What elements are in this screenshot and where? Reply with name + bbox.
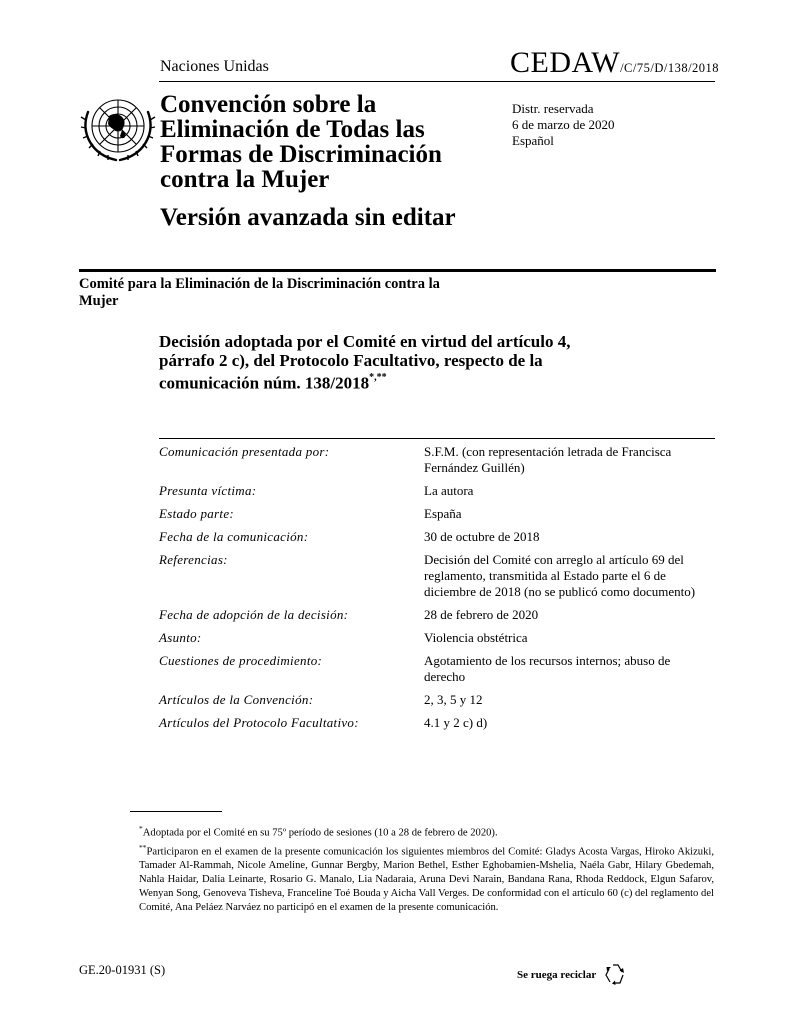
metadata-row-decision-date <box>159 607 714 623</box>
decision-heading-text: Decisión adoptada por el Comité en virtud del artículo 4, párrafo 2 c), del Protocolo Facultativo, respecto de la comunicación núm. 138/2018 <box>159 332 571 393</box>
recycle-text: Se ruega reciclar <box>517 969 597 981</box>
metadata-label: Referencias: <box>159 552 228 567</box>
metadata-value: España <box>424 506 462 521</box>
document-number: GE.20-01931 (S) <box>79 963 166 977</box>
distribution-date: 6 de marzo de 2020 <box>512 117 615 132</box>
metadata-value: Agotamiento de los recursos internos; abuso de derecho <box>424 653 671 684</box>
metadata-label: Fecha de adopción de la decisión: <box>159 607 349 622</box>
metadata-value: 28 de febrero de 2020 <box>424 607 539 622</box>
metadata-label: Fecha de la comunicación: <box>159 529 309 544</box>
metadata-label: Asunto: <box>159 630 202 645</box>
section-rule <box>79 269 716 272</box>
distribution-info <box>512 101 615 149</box>
communication-metadata <box>159 444 714 738</box>
footnote-text: Adoptada por el Comité en su 75º período de sesiones (10 a 28 de febrero de 2020). <box>142 827 498 839</box>
version-subtitle: Versión avanzada sin editar <box>160 204 456 231</box>
metadata-value: Decisión del Comité con arreglo al artículo 69 del reglamento, transmitida al Estado parte el 6 de diciembre de 2018 (no se publicó como documento) <box>424 552 696 599</box>
footnote-mark: * <box>139 824 143 833</box>
footnote <box>139 822 714 841</box>
metadata-label: Comunicación presentada por: <box>159 444 330 459</box>
footnote <box>139 841 714 916</box>
metadata-row-convention-articles <box>159 692 714 708</box>
un-emblem-icon <box>78 90 158 170</box>
metadata-row-procedural-issues <box>159 653 714 685</box>
footnote-text: Participaron en el examen de la presente comunicación los siguientes miembros del Comité: Gladys Acosta Vargas, Hiroko Akizuki, Tamader Al-Rammah, Nicole Ameline, Gunnar Bergby, Marion Bethel, Esther Eghobamien-Mshelia, Naéla Gabr, Hilary Gbedemah, Nahla Haidar, Dalia Leinarte, Rosario G. Manalo, Lia Nadaraia, Aruna Devi Narain, Bandana Rana, Rhoda Reddock, Elgun Safarov, Wenyan Song, Genoveva Tisheva, Franceline Toé Bouda y Aicha Vall Verges. De conformidad con el artículo 60 (c) del reglamento del Comité, Ana Peláez Narváez no participó en el examen de la presente comunicación. <box>139 846 714 914</box>
document-symbol-rest: /C/75/D/138/2018 <box>620 61 720 75</box>
footnote-marks: *,** <box>369 372 387 383</box>
metadata-value: Violencia obstétrica <box>424 630 528 645</box>
committee-name: Comité para la Eliminación de la Discriminación contra la Mujer <box>79 276 440 309</box>
header-rule <box>159 81 715 82</box>
metadata-rule <box>159 438 715 439</box>
metadata-row-subject <box>159 630 714 646</box>
metadata-value: 30 de octubre de 2018 <box>424 529 540 544</box>
document-language: Español <box>512 133 554 148</box>
metadata-row-references <box>159 552 714 600</box>
metadata-value: 2, 3, 5 y 12 <box>424 692 483 707</box>
metadata-label: Cuestiones de procedimiento: <box>159 653 323 668</box>
footnotes <box>139 822 714 915</box>
convention-title: Convención sobre la Eliminación de Todas las Formas de Discriminación contra la Mujer <box>160 91 442 193</box>
decision-heading <box>159 332 629 393</box>
metadata-label: Estado parte: <box>159 506 235 521</box>
metadata-row-protocol-articles <box>159 715 714 731</box>
metadata-label: Artículos del Protocolo Facultativo: <box>159 715 359 730</box>
document-symbol-main: CEDAW <box>510 46 621 79</box>
metadata-row-author <box>159 444 714 476</box>
metadata-row-communication-date <box>159 529 714 545</box>
recycle-icon <box>603 962 629 986</box>
metadata-row-victim <box>159 483 714 499</box>
metadata-label: Presunta víctima: <box>159 483 257 498</box>
metadata-value: La autora <box>424 483 474 498</box>
organization-name: Naciones Unidas <box>160 58 269 75</box>
footnote-mark: ** <box>139 842 147 852</box>
document-symbol <box>510 46 719 80</box>
metadata-value: S.F.M. (con representación letrada de Francisca Fernández Guillén) <box>424 444 672 475</box>
footnote-separator <box>130 811 222 812</box>
metadata-value: 4.1 y 2 c) d) <box>424 715 488 730</box>
metadata-label: Artículos de la Convención: <box>159 692 314 707</box>
metadata-row-state-party <box>159 506 714 522</box>
distribution-status: Distr. reservada <box>512 101 594 116</box>
